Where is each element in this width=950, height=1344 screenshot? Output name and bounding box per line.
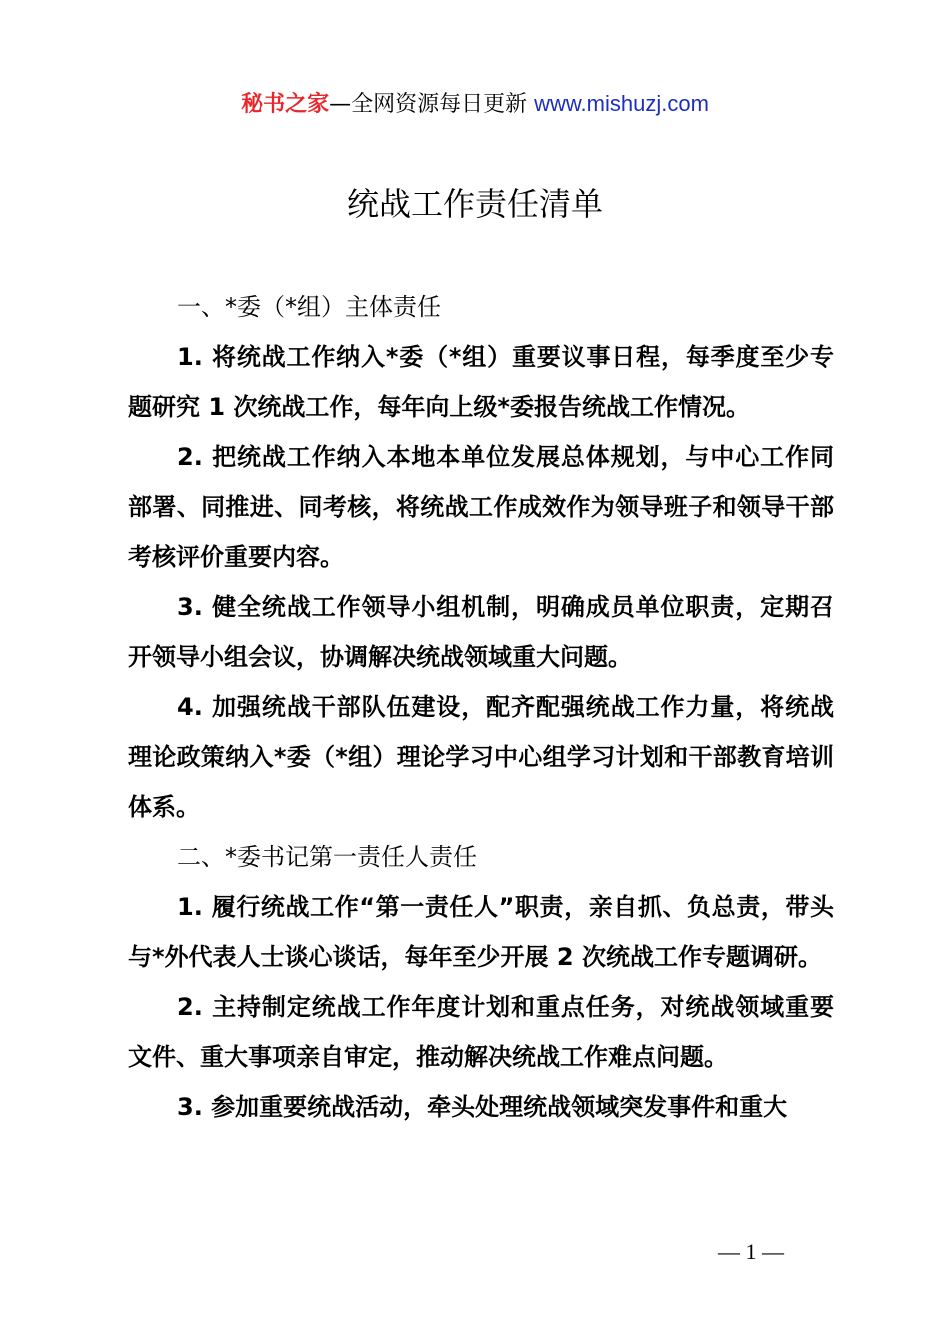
document-title: 统战工作责任清单	[346, 185, 603, 223]
page-number: — 1 —	[718, 1239, 784, 1264]
paragraph-1-2: 2. 把统战工作纳入本地本单位发展总体规划，与中心工作同部署、同推进、同考核，将统战工作成效作为领导班子和领导干部考核评价重要内容。	[128, 443, 834, 571]
site-header	[0, 88, 950, 121]
paragraph-1-1: 1. 将统战工作纳入*委（*组）重要议事日程，每季度至少专题研究 1 次统战工作，每年向上级*委报告统战工作情况。	[128, 343, 834, 421]
header-slogan: —全网资源每日更新	[329, 92, 535, 117]
section-heading-1: 一、*委（*组）主体责任	[177, 293, 441, 321]
site-url-link[interactable]: www.mishuzj.com	[534, 91, 709, 116]
paragraph-1-4: 4. 加强统战干部队伍建设，配齐配强统战工作力量，将统战理论政策纳入*委（*组）理论学习中心组学习计划和干部教育培训体系。	[128, 693, 834, 821]
brand-name: 秘书之家	[241, 92, 330, 117]
section-heading-2: 二、*委书记第一责任人责任	[177, 843, 477, 871]
paragraph-2-2: 2. 主持制定统战工作年度计划和重点任务，对统战领域重要文件、重大事项亲自审定，推动解决统战工作难点问题。	[128, 993, 834, 1071]
paragraph-1-3: 3. 健全统战工作领导小组机制，明确成员单位职责，定期召开领导小组会议，协调解决统战领域重大问题。	[128, 593, 834, 671]
paragraph-2-3: 3. 参加重要统战活动，牵头处理统战领域突发事件和重大	[177, 1093, 788, 1121]
paragraph-2-1: 1. 履行统战工作“第一责任人”职责，亲自抓、负总责，带头与*外代表人士谈心谈话，每年至少开展 2 次统战工作专题调研。	[128, 893, 834, 971]
document-body	[128, 282, 834, 1132]
